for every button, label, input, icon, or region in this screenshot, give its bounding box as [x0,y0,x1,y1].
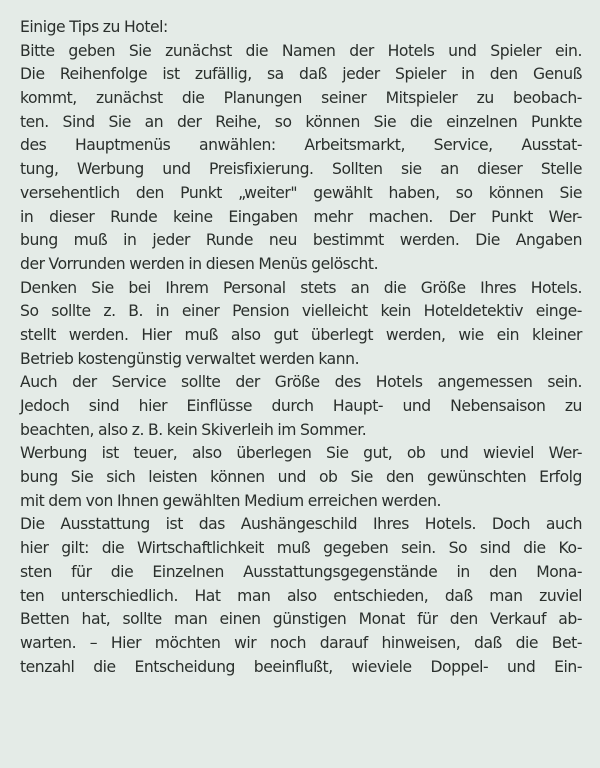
text-line: Bitte geben Sie zunächst die Namen der Hotels und Spieler ein. [20,41,582,60]
text-line: des Hauptmenüs anwählen: Arbeitsmarkt, Service, Ausstat- [20,136,582,155]
document-heading: Einige Tips zu Hotel: [20,18,168,36]
text-line: tung, Werbung und Preisfixierung. Sollten sie an dieser Stelle [20,160,582,179]
text-line: Die Reihenfolge ist zufällig, sa daß jeder Spieler in den Genuß [20,65,582,84]
text-line: beachten, also z. B. kein Skiverleih im Sommer. [20,420,367,439]
text-line: Denken Sie bei Ihrem Personal stets an die Größe Ihres Hotels. [20,278,582,297]
text-line: Werbung ist teuer, also überlegen Sie gut, ob und wieviel Wer- [20,444,582,463]
text-line: tenzahl die Entscheidung beeinflußt, wieviele Doppel- und Ein- [20,657,582,676]
text-line: kommt, zunächst die Planungen seiner Mitspieler zu beobach- [20,89,582,108]
text-line: warten. – Hier möchten wir noch darauf hinweisen, daß die Bet- [20,633,582,652]
text-line: Betten hat, sollte man einen günstigen Monat für den Verkauf ab- [20,610,582,629]
text-line: bung muß in jeder Runde neu bestimmt werden. Die Angaben [20,231,582,250]
text-line: der Vorrunden werden in diesen Menüs gelöscht. [20,254,379,273]
text-line: sten für die Einzelnen Ausstattungsgegenstände in den Mona- [20,562,582,581]
text-line: ten. Sind Sie an der Reihe, so können Sie die einzelnen Punkte [20,112,582,131]
text-line: stellt werden. Hier muß also gut überlegt werden, wie ein kleiner [20,325,582,344]
text-line: Auch der Service sollte der Größe des Hotels angemessen sein. [20,373,582,392]
text-line: ten unterschiedlich. Hat man also entschieden, daß man zuviel [20,586,582,605]
text-line: bung Sie sich leisten können und ob Sie den gewünschten Erfolg [20,468,582,487]
text-line: Die Ausstattung ist das Aushängeschild Ihres Hotels. Doch auch [20,515,582,534]
text-line: hier gilt: die Wirtschaftlichkeit muß gegeben sein. So sind die Ko- [20,539,582,558]
text-line: Jedoch sind hier Einflüsse durch Haupt- und Nebensaison zu [20,397,582,415]
text-line: in dieser Runde keine Eingaben mehr machen. Der Punkt Wer- [20,207,582,226]
text-line: versehentlich den Punkt „weiter" gewählt haben, so können Sie [20,183,582,202]
text-line: So sollte z. B. in einer Pension vielleicht kein Hoteldetektiv einge- [20,302,582,321]
text-line: Betrieb kostengünstig verwaltet werden kann. [20,349,360,368]
text-line: mit dem von Ihnen gewählten Medium erreichen werden. [20,491,442,510]
